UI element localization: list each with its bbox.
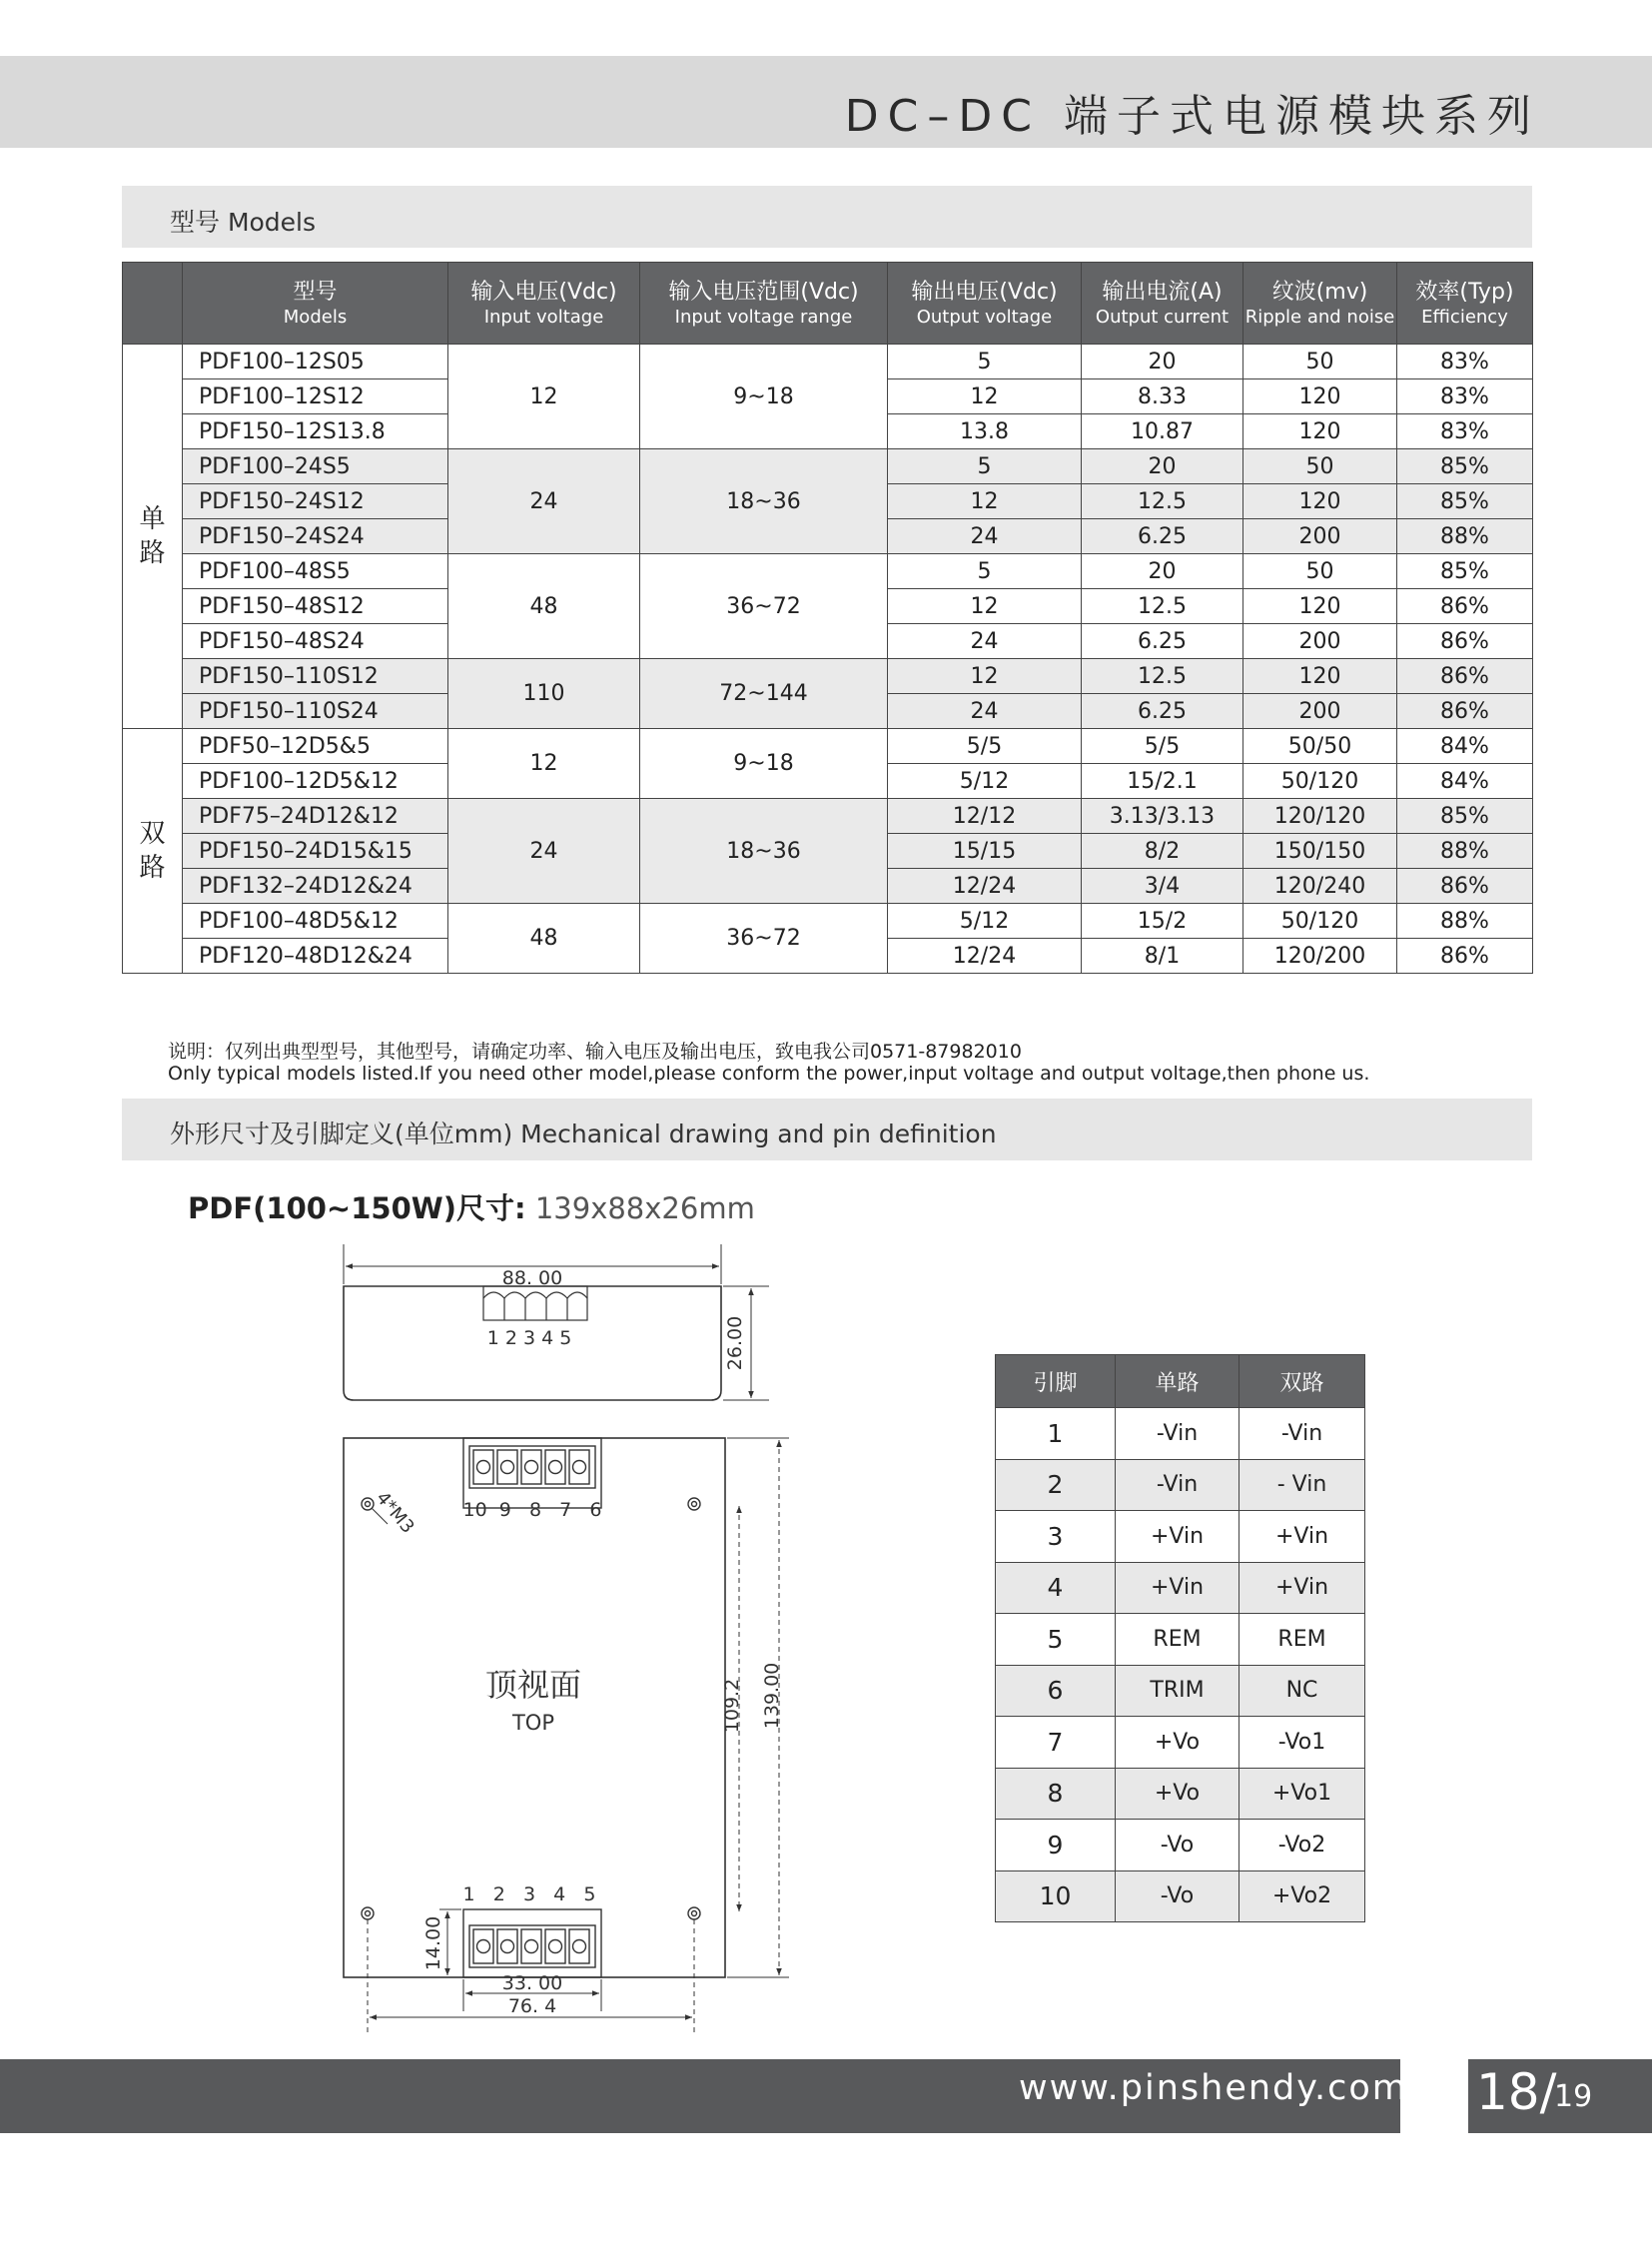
pin-number-cell: 2 (996, 1459, 1116, 1511)
pin-single-cell: -Vo (1116, 1820, 1239, 1871)
ripple-cell: 200 (1243, 519, 1397, 554)
lower-terminal-block (463, 1909, 601, 1977)
output-voltage-cell: 5/12 (888, 764, 1082, 799)
output-current-cell: 8/2 (1082, 834, 1243, 869)
efficiency-cell: 83% (1397, 345, 1533, 379)
top-view-label-cn: 顶视面 (484, 1666, 582, 1704)
input-range-cell: 18~36 (640, 799, 888, 904)
output-voltage-cell: 5 (888, 345, 1082, 379)
efficiency-cell: 88% (1397, 834, 1533, 869)
pin-row (996, 1459, 1365, 1511)
output-current-cell: 15/2.1 (1082, 764, 1243, 799)
pin-dual-cell: -Vin (1239, 1408, 1365, 1460)
model-cell: PDF100–24S5 (183, 449, 448, 484)
output-current-cell: 5/5 (1082, 729, 1243, 764)
ripple-cell: 120/200 (1243, 939, 1397, 974)
ripple-cell: 120 (1243, 589, 1397, 624)
pin-row (996, 1562, 1365, 1614)
pin-number-cell: 8 (996, 1768, 1116, 1820)
models-section-title: 型号 Models (170, 208, 317, 237)
pin-number-cell: 10 (996, 1870, 1116, 1922)
pin-dual-cell: NC (1239, 1665, 1365, 1717)
pin-table-header (996, 1355, 1365, 1408)
ripple-cell: 120 (1243, 379, 1397, 414)
output-current-cell: 12.5 (1082, 659, 1243, 694)
ripple-cell: 50/120 (1243, 904, 1397, 939)
output-current-cell: 12.5 (1082, 589, 1243, 624)
pin-row (996, 1768, 1365, 1820)
model-cell: PDF120–48D12&24 (183, 939, 448, 974)
output-voltage-cell: 15/15 (888, 834, 1082, 869)
terminal-offset-label: 14.00 (422, 1915, 444, 1971)
output-current-cell: 10.87 (1082, 414, 1243, 449)
ripple-cell: 200 (1243, 694, 1397, 729)
output-current-cell: 3.13/3.13 (1082, 799, 1243, 834)
model-cell: PDF100–48S5 (183, 554, 448, 589)
note-chinese: 说明：仅列出典型型号，其他型号，请确定功率、输入电压及输出电压，致电我公司0571-87982010 (168, 1041, 1022, 1063)
efficiency-cell: 85% (1397, 554, 1533, 589)
model-cell: PDF100–12D5&12 (183, 764, 448, 799)
output-current-cell: 6.25 (1082, 519, 1243, 554)
output-voltage-cell: 12 (888, 589, 1082, 624)
output-voltage-cell: 12 (888, 484, 1082, 519)
pin-dual-cell: -Vo2 (1239, 1820, 1365, 1871)
pin-single-cell: +Vo (1116, 1768, 1239, 1820)
pin-dual-cell: +Vo2 (1239, 1870, 1365, 1922)
pin-dual-cell: +Vo1 (1239, 1768, 1365, 1820)
pin-single-cell: -Vo (1116, 1870, 1239, 1922)
ripple-cell: 120/120 (1243, 799, 1397, 834)
output-current-cell: 20 (1082, 449, 1243, 484)
side-width-label: 88. 00 (501, 1267, 563, 1289)
pin-header-dual: 双路 (1239, 1355, 1365, 1408)
note-english: Only typical models listed.If you need other model,please conform the power,input voltage and output voltage,then phone us. (168, 1063, 1370, 1085)
group-label-char: 路 (139, 853, 166, 883)
pin-dual-cell: - Vin (1239, 1459, 1365, 1511)
efficiency-cell: 88% (1397, 904, 1533, 939)
ripple-cell: 120 (1243, 484, 1397, 519)
footer-url: www.pinshendy.com (1019, 2068, 1408, 2108)
ripple-cell: 50 (1243, 554, 1397, 589)
output-current-cell: 8.33 (1082, 379, 1243, 414)
hole-span-label: 109.2 (721, 1678, 743, 1734)
pin-row (996, 1614, 1365, 1666)
pin-single-cell: +Vin (1116, 1511, 1239, 1563)
efficiency-cell: 83% (1397, 414, 1533, 449)
model-cell: PDF150–24S12 (183, 484, 448, 519)
output-voltage-cell: 5 (888, 449, 1082, 484)
output-voltage-cell: 13.8 (888, 414, 1082, 449)
pin-row (996, 1408, 1365, 1460)
ripple-cell: 150/150 (1243, 834, 1397, 869)
input-range-cell: 18~36 (640, 449, 888, 554)
lower-pin-labels: 1 2 3 4 5 (462, 1883, 596, 1905)
input-voltage-cell: 12 (448, 345, 640, 449)
efficiency-cell: 86% (1397, 694, 1533, 729)
efficiency-cell: 85% (1397, 484, 1533, 519)
mounting-holes (362, 1498, 700, 1919)
page-total: 19 (1554, 2079, 1593, 2114)
efficiency-cell: 86% (1397, 869, 1533, 904)
pin-table-body (996, 1408, 1365, 1922)
output-voltage-cell: 12/24 (888, 869, 1082, 904)
input-voltage-cell: 12 (448, 729, 640, 799)
side-pin-labels: 1 2 3 4 5 (486, 1327, 572, 1349)
group-label-char: 单 (139, 504, 166, 534)
side-height-label: 26.00 (724, 1315, 746, 1371)
pin-row (996, 1665, 1365, 1717)
model-cell: PDF150–48S12 (183, 589, 448, 624)
model-cell: PDF150–110S12 (183, 659, 448, 694)
output-current-cell: 3/4 (1082, 869, 1243, 904)
header-cell-input-range: 输入电压范围(Vdc) Input voltage range (640, 263, 888, 345)
model-cell: PDF100–12S12 (183, 379, 448, 414)
pin-single-cell: +Vin (1116, 1562, 1239, 1614)
pin-number-cell: 4 (996, 1562, 1116, 1614)
header-cell-input-voltage: 输入电压(Vdc) Input voltage (448, 263, 640, 345)
pin-single-cell: TRIM (1116, 1665, 1239, 1717)
efficiency-cell: 85% (1397, 449, 1533, 484)
header-cell-efficiency: 效率(Typ) Efficiency (1397, 263, 1533, 345)
top-view-label-en: TOP (511, 1711, 555, 1735)
model-cell: PDF150–24D15&15 (183, 834, 448, 869)
input-voltage-cell: 48 (448, 554, 640, 659)
output-voltage-cell: 24 (888, 519, 1082, 554)
side-terminal-block (483, 1286, 587, 1320)
terminal-width-label: 33. 00 (501, 1972, 563, 1994)
output-current-cell: 15/2 (1082, 904, 1243, 939)
model-cell: PDF100–48D5&12 (183, 904, 448, 939)
page-number: 18/ (1476, 2063, 1557, 2121)
ripple-cell: 120 (1243, 659, 1397, 694)
input-range-cell: 36~72 (640, 554, 888, 659)
pin-number-cell: 3 (996, 1511, 1116, 1563)
pin-number-cell: 9 (996, 1820, 1116, 1871)
pin-number-cell: 6 (996, 1665, 1116, 1717)
efficiency-cell: 85% (1397, 799, 1533, 834)
efficiency-cell: 86% (1397, 624, 1533, 659)
pin-single-cell: REM (1116, 1614, 1239, 1666)
ripple-cell: 50 (1243, 345, 1397, 379)
mech-section-title: 外形尺寸及引脚定义(单位mm) Mechanical drawing and pin definition (170, 1120, 997, 1148)
input-range-cell: 72~144 (640, 659, 888, 729)
hole-width-label: 76. 4 (507, 1995, 557, 2017)
pin-single-cell: +Vo (1116, 1717, 1239, 1769)
model-cell: PDF150–48S24 (183, 624, 448, 659)
pin-single-cell: -Vin (1116, 1408, 1239, 1460)
ripple-cell: 50/120 (1243, 764, 1397, 799)
group-label-char: 双 (139, 819, 166, 849)
upper-terminal-block (463, 1438, 601, 1508)
output-voltage-cell: 5/12 (888, 904, 1082, 939)
header-cell-output-voltage: 输出电压(Vdc) Output voltage (888, 263, 1082, 345)
group-label-char: 路 (139, 538, 166, 568)
ripple-cell: 50/50 (1243, 729, 1397, 764)
efficiency-cell: 86% (1397, 939, 1533, 974)
input-voltage-cell: 48 (448, 904, 640, 974)
header-cell-model: 型号 Models (183, 263, 448, 345)
pin-row (996, 1870, 1365, 1922)
upper-pin-labels: 10 9 8 7 6 (462, 1499, 602, 1521)
pin-header-single: 单路 (1116, 1355, 1239, 1408)
pin-dual-cell: +Vin (1239, 1562, 1365, 1614)
output-current-cell: 20 (1082, 554, 1243, 589)
pin-number-cell: 7 (996, 1717, 1116, 1769)
input-voltage-cell: 24 (448, 449, 640, 554)
input-range-cell: 9~18 (640, 729, 888, 799)
pin-single-cell: -Vin (1116, 1459, 1239, 1511)
pin-dual-cell: -Vo1 (1239, 1717, 1365, 1769)
input-range-cell: 9~18 (640, 345, 888, 449)
length-label: 139.00 (761, 1662, 783, 1730)
model-cell: PDF132–24D12&24 (183, 869, 448, 904)
dimension-label: PDF(100~150W)尺寸 (188, 1191, 515, 1225)
output-voltage-cell: 12/24 (888, 939, 1082, 974)
output-current-cell: 6.25 (1082, 624, 1243, 659)
efficiency-cell: 86% (1397, 589, 1533, 624)
document-title: DC–DC 端子式电源模块系列 (844, 91, 1540, 142)
output-current-cell: 20 (1082, 345, 1243, 379)
output-voltage-cell: 5 (888, 554, 1082, 589)
efficiency-cell: 86% (1397, 659, 1533, 694)
efficiency-cell: 84% (1397, 764, 1533, 799)
efficiency-cell: 83% (1397, 379, 1533, 414)
output-voltage-cell: 5/5 (888, 729, 1082, 764)
output-voltage-cell: 12/12 (888, 799, 1082, 834)
pin-row (996, 1820, 1365, 1871)
pin-dual-cell: REM (1239, 1614, 1365, 1666)
header-cell-ripple: 纹波(mv) Ripple and noise (1243, 263, 1397, 345)
output-voltage-cell: 24 (888, 624, 1082, 659)
model-cell: PDF150–24S24 (183, 519, 448, 554)
dimension-colon: : (514, 1191, 526, 1225)
ripple-cell: 200 (1243, 624, 1397, 659)
pin-row (996, 1511, 1365, 1563)
mount-label: 4*M3 (372, 1487, 418, 1538)
ripple-cell: 50 (1243, 449, 1397, 484)
input-voltage-cell: 24 (448, 799, 640, 904)
input-range-cell: 36~72 (640, 904, 888, 974)
output-current-cell: 12.5 (1082, 484, 1243, 519)
pin-number-cell: 5 (996, 1614, 1116, 1666)
model-cell: PDF75–24D12&12 (183, 799, 448, 834)
pin-header-pin: 引脚 (996, 1355, 1116, 1408)
pin-number-cell: 1 (996, 1408, 1116, 1460)
output-voltage-cell: 12 (888, 379, 1082, 414)
efficiency-cell: 88% (1397, 519, 1533, 554)
output-voltage-cell: 12 (888, 659, 1082, 694)
input-voltage-cell: 110 (448, 659, 640, 729)
ripple-cell: 120/240 (1243, 869, 1397, 904)
ripple-cell: 120 (1243, 414, 1397, 449)
dimension-value: 139x88x26mm (534, 1191, 755, 1225)
model-cell: PDF150–12S13.8 (183, 414, 448, 449)
efficiency-cell: 84% (1397, 729, 1533, 764)
output-current-cell: 8/1 (1082, 939, 1243, 974)
pin-dual-cell: +Vin (1239, 1511, 1365, 1563)
model-cell: PDF150–110S24 (183, 694, 448, 729)
pin-row (996, 1717, 1365, 1769)
header-cell-output-current: 输出电流(A) Output current (1082, 263, 1243, 345)
model-cell: PDF100–12S05 (183, 345, 448, 379)
output-voltage-cell: 24 (888, 694, 1082, 729)
output-current-cell: 6.25 (1082, 694, 1243, 729)
model-cell: PDF50–12D5&5 (183, 729, 448, 764)
pin-table (995, 1354, 1365, 1922)
